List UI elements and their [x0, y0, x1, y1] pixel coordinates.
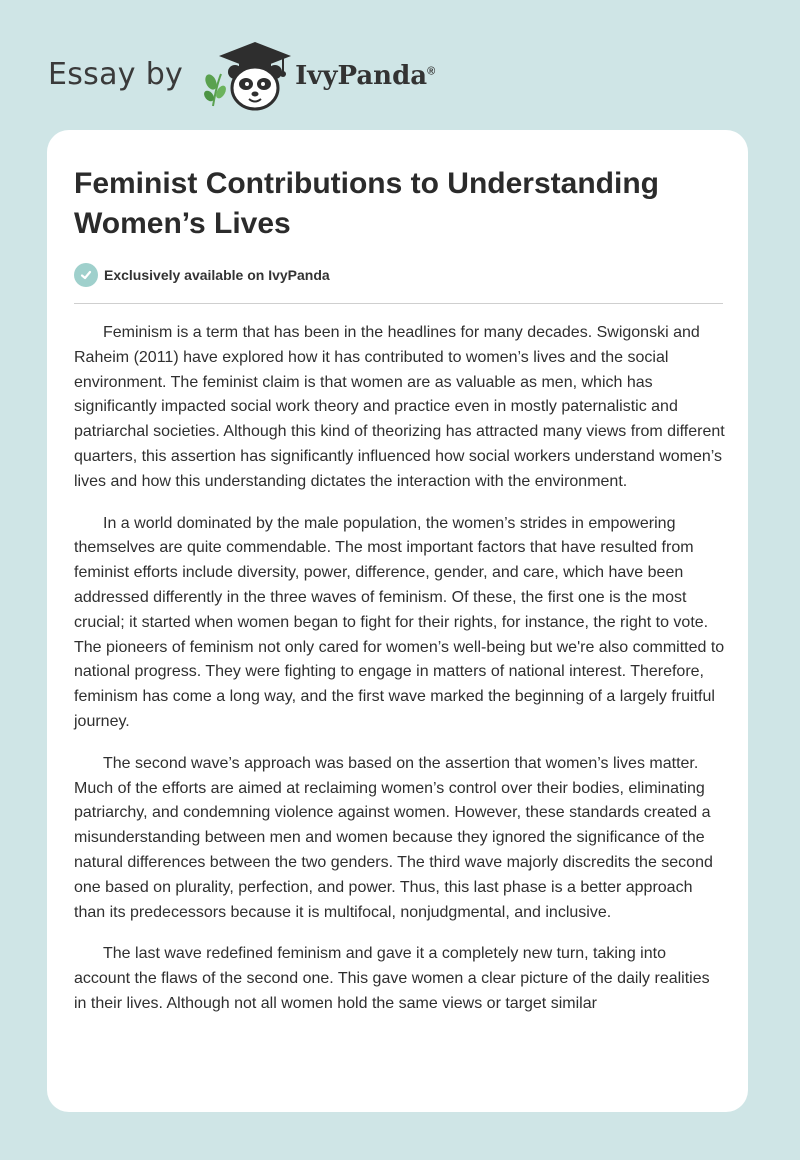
paragraph: In a world dominated by the male population, the women’s strides in empowering themselves are quite commendable. The most important factors that have resulted from feminist efforts include diversity, power, difference, gender, and care, which have been addressed differently in the three waves of feminism. Of these, the first one is the most crucial; it started when women began to fight for their rights, for instance, the right to vote. The pioneers of feminism not only cared for women’s well-being but we're also committed to national progress. They were fighting to engage in matters of national interest. Therefore, feminism has come a long way, and the first wave marked the beginning of a largely fruitful journey. [74, 514, 725, 730]
paragraph: The last wave redefined feminism and gave it a completely new turn, taking into account the flaws of the second one. This gave women a clear picture of the daily realities in their lives. Although not all women hold the same views or target similar [74, 945, 710, 1012]
paragraph: The second wave’s approach was based on the assertion that women’s lives matter. Much of the efforts are aimed at reclaiming women’s control over their bodies, eliminating patriarchy, and condemning violence against women. However, these standards created a misunderstanding between men and women because they ignored the significance of the natural differences between the two genders. The third wave majorly discredits the second one based on plurality, perfection, and power. Thus, this last phase is a better approach than its predecessors because it is multifocal, nonjudgmental, and inclusive. [74, 754, 713, 921]
brand-text: IvyPanda [295, 61, 428, 91]
divider [74, 303, 723, 304]
site-header [48, 36, 435, 112]
paragraph: Feminism is a term that has been in the headlines for many decades. Swigonski and Raheim (2011) have explored how it has contributed to women’s lives and the social environment. The feminist claim is that women are as valuable as men, which has significantly impacted social work theory and practice even in mostly paternalistic and patriarchal societies. Although this kind of theorizing has attracted many views from different quarters, this assertion has significantly influenced how social workers understand women’s lives and how this understanding dictates the interaction with the environment. [74, 324, 725, 490]
essay-card [47, 130, 748, 1112]
brand-name[interactable] [295, 61, 435, 91]
essay-body [74, 321, 726, 1034]
leaf-icon [202, 73, 228, 106]
check-icon [74, 263, 98, 287]
availability-badge [74, 263, 330, 287]
availability-text: Exclusively available on IvyPanda [104, 267, 330, 283]
panda-graduation-cap-logo-icon[interactable] [199, 36, 291, 112]
essay-by-label: Essay by [48, 56, 184, 92]
registered-mark: ® [427, 65, 436, 78]
essay-title: Feminist Contributions to Understanding Women’s Lives [74, 167, 659, 240]
